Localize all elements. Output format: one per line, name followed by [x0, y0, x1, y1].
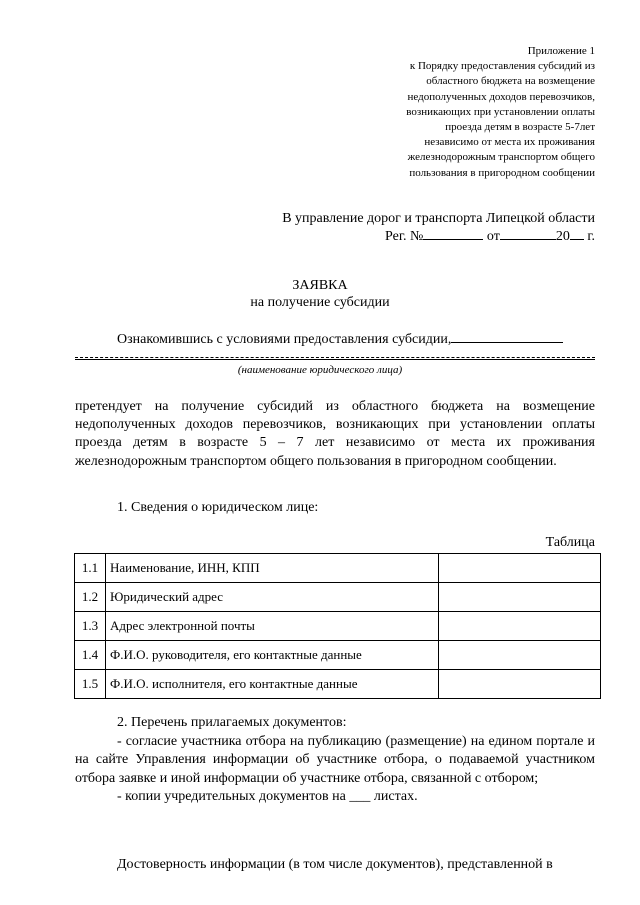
appendix-line: независимо от места их проживания — [424, 136, 595, 149]
section2-block — [75, 714, 595, 807]
reg-year-blank[interactable] — [570, 239, 584, 240]
appendix-line: возникающих при установлении оплаты — [406, 105, 595, 118]
reg-year: 20 — [555, 229, 570, 244]
appendix-line: к Порядку предоставления субсидий из — [409, 60, 595, 73]
row-value-cell[interactable] — [439, 612, 601, 641]
section2-heading: 2. Перечень прилагаемых документов: — [117, 715, 347, 730]
intro-line — [117, 332, 563, 348]
row-value-cell[interactable] — [439, 583, 601, 612]
reg-number-blank[interactable] — [423, 239, 483, 240]
table-row — [75, 583, 601, 612]
row-value-cell[interactable] — [439, 554, 601, 583]
row-number: 1.4 — [75, 641, 106, 670]
row-value-cell[interactable] — [439, 670, 601, 699]
intro-text: Ознакомившись с условиями предоставления субсидии, — [117, 332, 452, 347]
row-number: 1.1 — [75, 554, 106, 583]
document-title: ЗАЯВКА — [292, 278, 348, 293]
reg-suffix: г. — [587, 229, 595, 244]
org-name-underline — [75, 359, 595, 360]
copies-prefix: - копии учредительных документов на — [117, 789, 346, 805]
addressee-block — [282, 210, 595, 246]
reg-from: от — [486, 229, 500, 244]
section2-item-copies — [75, 788, 595, 807]
table-row — [75, 612, 601, 641]
section1-heading: 1. Сведения о юридическом лице: — [117, 500, 319, 515]
appendix-line: недополученных доходов перевозчиков, — [407, 90, 595, 103]
reg-date-blank[interactable] — [500, 239, 556, 240]
row-label: Юридический адрес — [106, 583, 439, 612]
body-paragraph: претендует на получение субсидий из областного бюджета на возмещение недополученных доходов перевозчиков, возникающих при установлении оплаты проезда детям в возрасте 5 – 7 лет независимо от места их проживания железнодорожным транспортом общего пользования в пригородном сообщении. — [75, 399, 595, 469]
row-number: 1.2 — [75, 583, 106, 612]
table-label: Таблица — [545, 535, 595, 550]
info-table — [74, 553, 601, 699]
row-number: 1.3 — [75, 612, 106, 641]
row-label: Наименование, ИНН, КПП — [106, 554, 439, 583]
section2-item-consent: - согласие участника отбора на публикацию (размещение) на едином портале и на сайте Управления информации об участнике отбора, о подаваемой участником отбора заявке и иной информации об участнике отбора, связанной с отбором; — [75, 733, 595, 786]
appendix-line: Приложение 1 — [527, 45, 595, 57]
row-label: Ф.И.О. исполнителя, его контактные данные — [106, 670, 439, 699]
row-label: Адрес электронной почты — [106, 612, 439, 641]
copies-count-blank[interactable]: ___ — [349, 789, 371, 805]
org-name-blank[interactable] — [451, 342, 563, 343]
table-row — [75, 670, 601, 699]
org-name-line[interactable] — [75, 357, 595, 358]
final-line: Достоверность информации (в том числе документов), представленной в — [117, 857, 553, 872]
row-value-cell[interactable] — [439, 641, 601, 670]
row-number: 1.5 — [75, 670, 106, 699]
appendix-line: областного бюджета на возмещение — [426, 75, 595, 88]
table-row — [75, 554, 601, 583]
reg-prefix: Рег. № — [385, 229, 424, 244]
registration-line — [282, 228, 595, 246]
appendix-line: проезда детям в возрасте 5-7лет — [445, 121, 595, 134]
row-label: Ф.И.О. руководителя, его контактные данные — [106, 641, 439, 670]
org-name-caption: (наименование юридического лица) — [237, 364, 403, 376]
copies-suffix: листах. — [373, 789, 418, 805]
table-row — [75, 641, 601, 670]
appendix-line: пользования в пригородном сообщении — [409, 166, 595, 179]
appendix-line: железнодорожным транспортом общего — [407, 151, 595, 164]
document-subtitle: на получение субсидии — [250, 295, 390, 310]
appendix-block — [315, 44, 595, 181]
addressee-to: В управление дорог и транспорта Липецкой области — [282, 211, 595, 226]
